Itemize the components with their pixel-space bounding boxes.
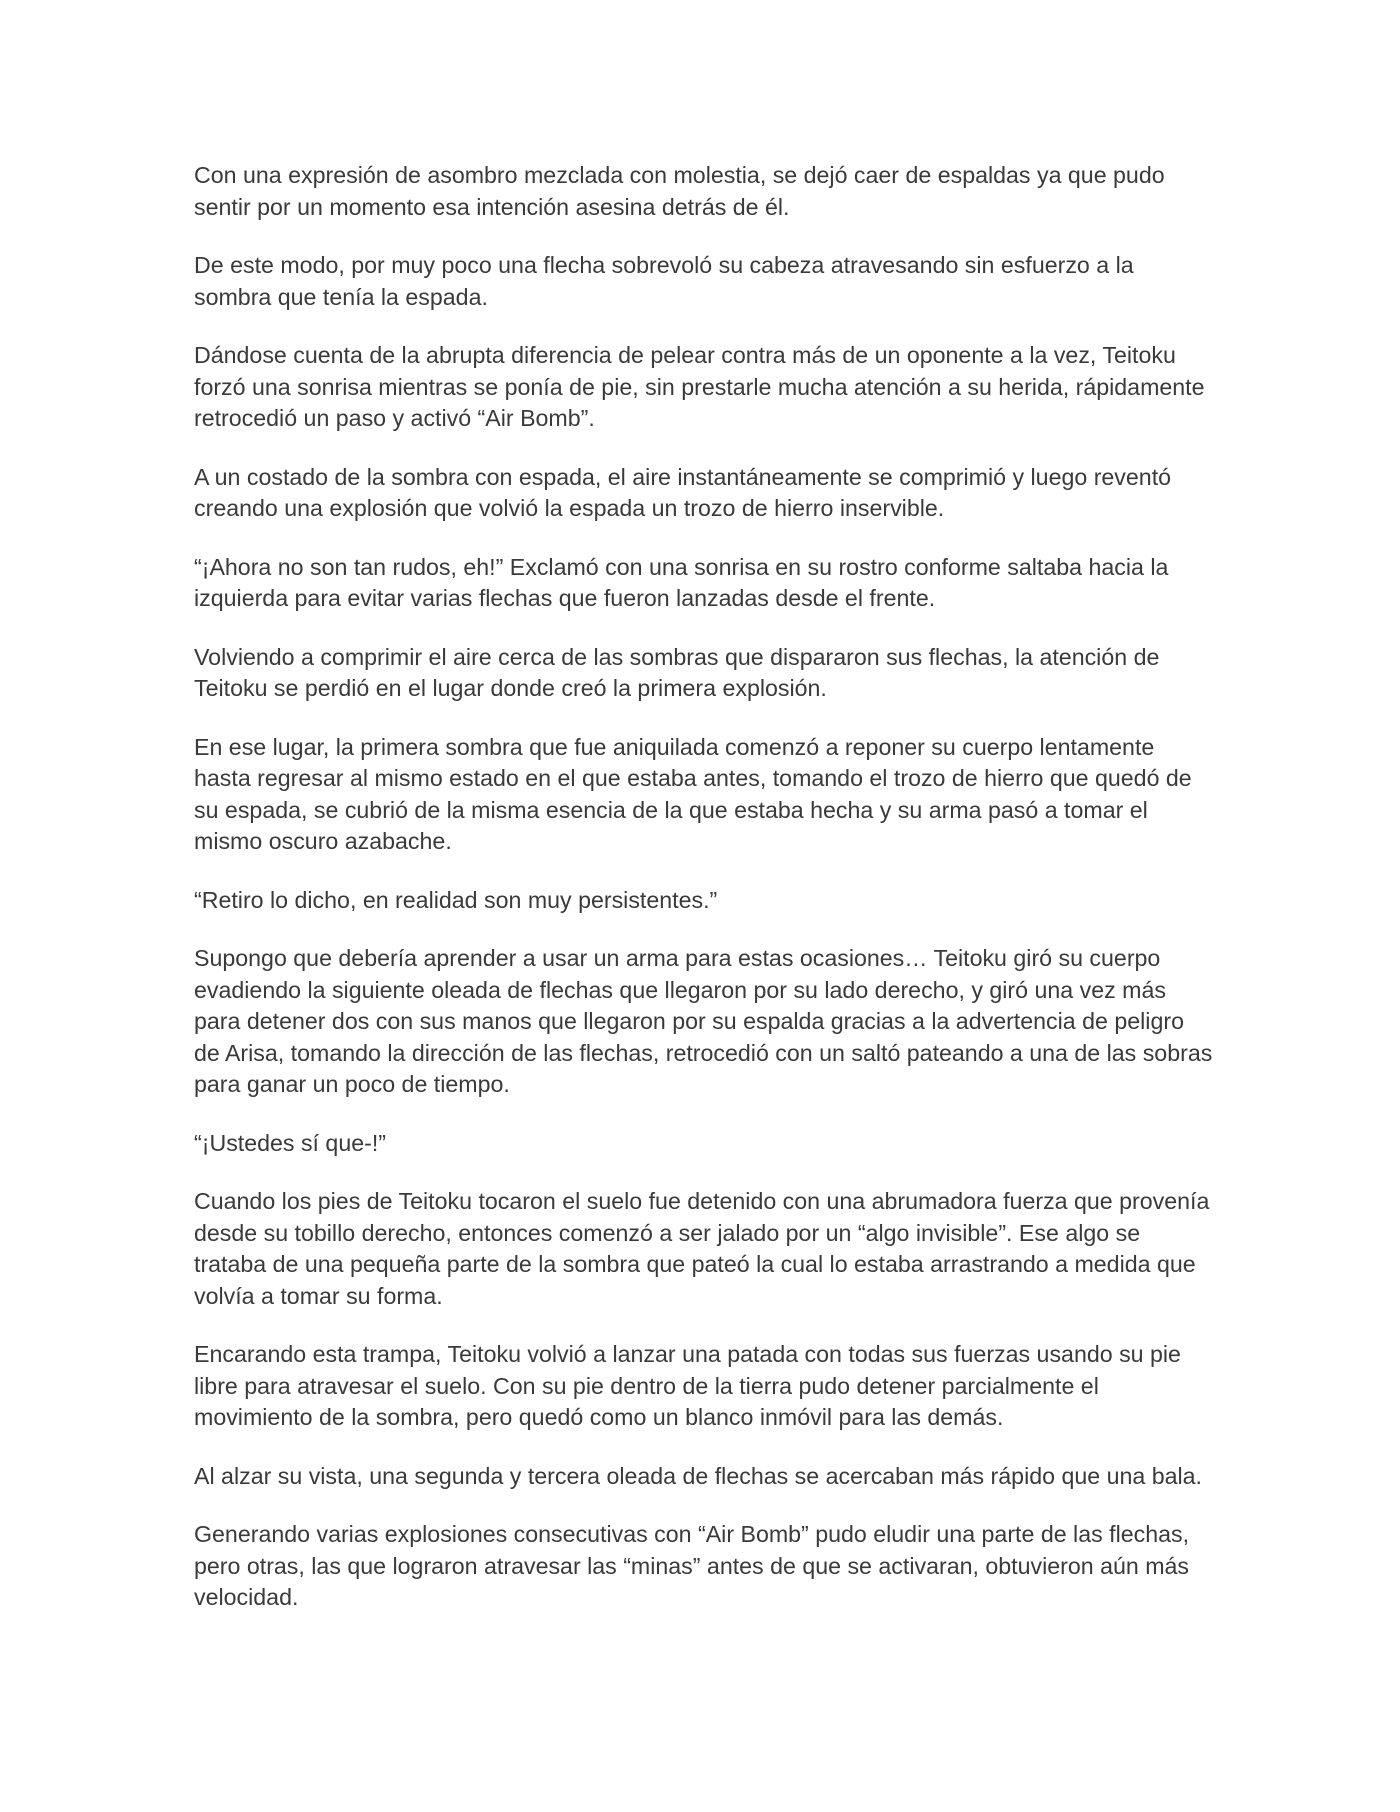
paragraph: De este modo, por muy poco una flecha sobrevoló su cabeza atravesando sin esfuerzo a la sombra que tenía la espada. [194,252,1134,310]
document-body [194,160,1214,1641]
paragraph: Generando varias explosiones consecutivas con “Air Bomb” pudo eludir una parte de las flechas, pero otras, las que lograron atravesar las “minas” antes de que se activaran, obtuvieron aún más velocidad. [194,1521,1190,1610]
paragraph: Con una expresión de asombro mezclada con molestia, se dejó caer de espaldas ya que pudo sentir por un momento esa intención asesina detrás de él. [194,162,1165,220]
paragraph: Encarando esta trampa, Teitoku volvió a lanzar una patada con todas sus fuerzas usando su pie libre para atravesar el suelo. Con su pie dentro de la tierra pudo detener parcialmente el movimiento de la sombra, pero quedó como un blanco inmóvil para las demás. [194,1341,1181,1430]
paragraph: “¡Ustedes sí que-!” [194,1129,386,1156]
paragraph: “¡Ahora no son tan rudos, eh!” Exclamó con una sonrisa en su rostro conforme saltaba hacia la izquierda para evitar varias flechas que fueron lanzadas desde el frente. [194,553,1169,611]
paragraph: Supongo que debería aprender a usar un arma para estas ocasiones… Teitoku giró su cuerpo evadiendo la siguiente oleada de flechas que llegaron por su lado derecho, y giró una vez más para detener dos con sus manos que llegaron por su espalda gracias a la advertencia de peligro de Arisa, tomando la dirección de las flechas, retrocedió con un saltó pateando a una de las sobras para ganar un poco de tiempo. [194,945,1213,1097]
paragraph: En ese lugar, la primera sombra que fue aniquilada comenzó a reponer su cuerpo lentamente hasta regresar al mismo estado en el que estaba antes, tomando el trozo de hierro que quedó de su espada, se cubrió de la misma esencia de la que estaba hecha y su arma pasó a tomar el mismo oscuro azabache. [194,733,1192,854]
paragraph: Cuando los pies de Teitoku tocaron el suelo fue detenido con una abrumadora fuerza que provenía desde su tobillo derecho, entonces comenzó a ser jalado por un “algo invisible”. Ese algo se trataba de una pequeña parte de la sombra que pateó la cual lo estaba arrastrando a medida que volvía a tomar su forma. [194,1188,1210,1309]
paragraph: Volviendo a comprimir el aire cerca de las sombras que dispararon sus flechas, la atención de Teitoku se perdió en el lugar donde creó la primera explosión. [194,643,1160,701]
paragraph: Dándose cuenta de la abrupta diferencia de pelear contra más de un oponente a la vez, Teitoku forzó una sonrisa mientras se ponía de pie, sin prestarle mucha atención a su herida, rápidamente retrocedió un paso y activó “Air Bomb”. [194,342,1205,431]
paragraph: A un costado de la sombra con espada, el aire instantáneamente se comprimió y luego reventó creando una explosión que volvió la espada un trozo de hierro inservible. [194,463,1172,521]
paragraph: “Retiro lo dicho, en realidad son muy persistentes.” [194,886,718,913]
paragraph: Al alzar su vista, una segunda y tercera oleada de flechas se acercaban más rápido que una bala. [194,1462,1202,1489]
